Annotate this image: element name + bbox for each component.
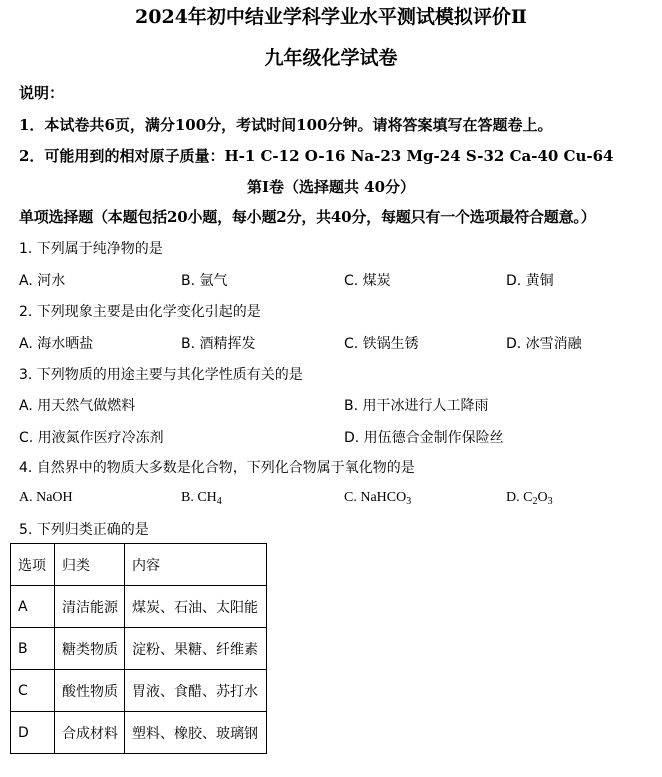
q4-option-c-subscript: 3 [406, 496, 412, 507]
q4-option-c [344, 489, 411, 507]
section-heading: 单项选择题（本题包括20小题，每小题2分，共40分，每题只有一个选项最符合题意。） [19, 208, 596, 226]
q2-option-c: C. 铁锅生锈 [344, 336, 419, 352]
q4-option-d [506, 489, 553, 507]
question-2-stem: 2. 下列现象主要是由化学变化引起的是 [19, 304, 261, 320]
table-row [11, 712, 267, 754]
table-cell: 酸性物质 [55, 670, 125, 712]
instruction-item-2: 2．可能用到的相对原子质量：H-1 C-12 O-16 Na-23 Mg-24 S-32 Ca-40 Cu-64 [19, 147, 614, 165]
table-header-row [11, 544, 267, 586]
q1-option-b: B. 氩气 [181, 273, 228, 289]
table-cell: 清洁能源 [55, 586, 125, 628]
question-4-stem: 4. 自然界中的物质大多数是化合物，下列化合物属于氧化物的是 [19, 460, 415, 476]
question-5-stem: 5. 下列归类正确的是 [19, 522, 149, 538]
question-1-stem: 1. 下列属于纯净物的是 [19, 241, 163, 257]
q4-option-b-text: B. CH [181, 490, 217, 505]
table-cell: B [11, 628, 55, 670]
q3-option-b: B. 用干冰进行人工降雨 [344, 398, 489, 414]
q4-option-d-subscript-1: 2 [532, 496, 538, 507]
q2-option-b: B. 酒精挥发 [181, 336, 256, 352]
q4-option-a [19, 489, 73, 506]
q2-option-a: A. 海水晒盐 [19, 336, 94, 352]
exam-subtitle: 九年级化学试卷 [264, 47, 398, 69]
table-cell: 糖类物质 [55, 628, 125, 670]
exam-title: 2024年初中结业学科学业水平测试模拟评价Ⅱ [135, 6, 527, 28]
table-header-cell: 选项 [11, 544, 55, 586]
table-row [11, 670, 267, 712]
section-title: 第Ⅰ卷（选择题共 40分） [246, 178, 416, 196]
table-cell: A [11, 586, 55, 628]
table-row [11, 586, 267, 628]
q4-option-d-text: D. C [506, 490, 533, 505]
q4-option-d-oxygen: O [537, 490, 548, 505]
q3-option-d: D. 用伍德合金制作保险丝 [344, 430, 504, 446]
classification-table [10, 543, 267, 754]
q4-option-a-text: A. NaOH [19, 490, 73, 505]
table-cell: C [11, 670, 55, 712]
q4-option-b [181, 489, 222, 507]
q4-option-b-subscript: 4 [216, 496, 222, 507]
table-header-cell: 归类 [55, 544, 125, 586]
q4-option-d-subscript-2: 3 [547, 496, 553, 507]
q4-option-c-text: C. NaHCO [344, 490, 407, 505]
q1-option-d: D. 黄铜 [506, 273, 554, 289]
table-cell: 塑料、橡胶、玻璃钢 [125, 712, 267, 754]
table-cell: 胃液、食醋、苏打水 [125, 670, 267, 712]
q2-option-d: D. 冰雪消融 [506, 336, 582, 352]
q1-option-a: A. 河水 [19, 273, 66, 289]
instruction-item-1: 1．本试卷共6页，满分100分，考试时间100分钟。请将答案填写在答题卷上。 [19, 116, 553, 134]
instructions-heading: 说明： [19, 84, 65, 102]
table-row [11, 628, 267, 670]
q3-option-a: A. 用天然气做燃料 [19, 398, 136, 414]
table-header-cell: 内容 [125, 544, 267, 586]
q1-option-c: C. 煤炭 [344, 273, 391, 289]
question-3-stem: 3. 下列物质的用途主要与其化学性质有关的是 [19, 367, 303, 383]
table-cell: 合成材料 [55, 712, 125, 754]
q3-option-c: C. 用液氮作医疗冷冻剂 [19, 430, 164, 446]
table-cell: 淀粉、果糖、纤维素 [125, 628, 267, 670]
table-cell: D [11, 712, 55, 754]
table-cell: 煤炭、石油、太阳能 [125, 586, 267, 628]
